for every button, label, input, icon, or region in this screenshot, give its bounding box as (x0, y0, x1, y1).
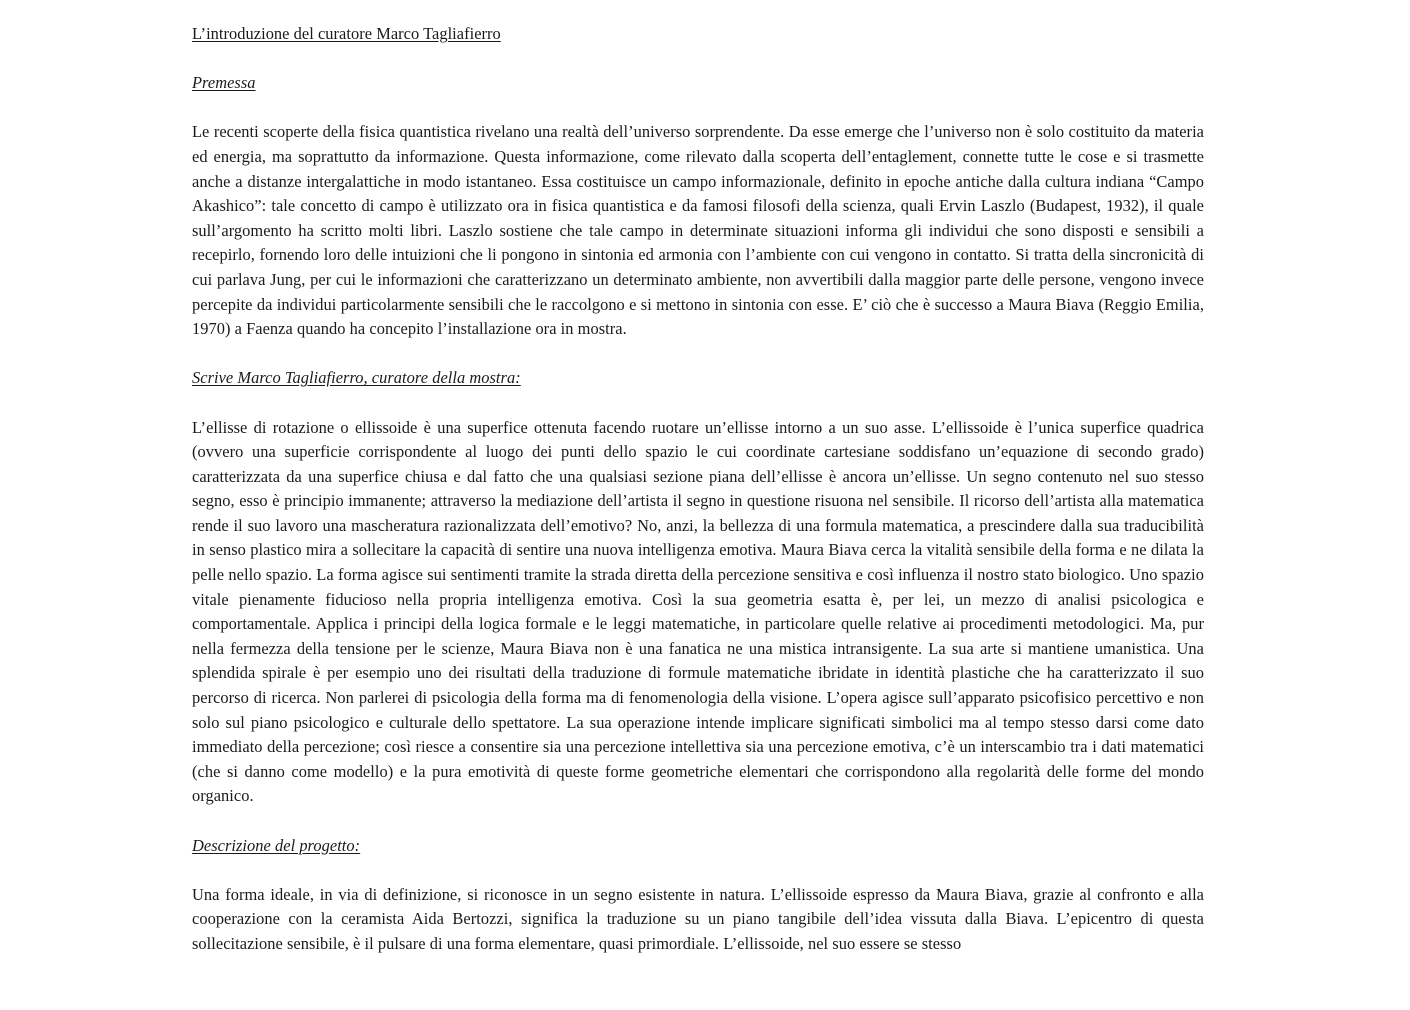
document-title: L’introduzione del curatore Marco Tagliafierro (192, 24, 501, 43)
section-body-premessa: Le recenti scoperte della fisica quantistica rivelano una realtà dell’universo sorprendente. Da esse emerge che l’universo non è solo costituito da materia ed energia, ma soprattutto da informazione. Questa informazione, come rilevato dalla scoperta dell’entaglement, connette tutte le cose e si trasmette anche a distanze intergalattiche in modo istantaneo. Essa costituisce un campo informazionale, definito in epoche antiche dalla cultura indiana “Campo Akashico”: tale concetto di campo è utilizzato ora in fisica quantistica e da famosi filosofi della scienza, quali Ervin Laszlo (Budapest, 1932), il quale sull’argomento ha scritto molti libri. Laszlo sostiene che tale campo in determinate situazioni informa gli individui che sono disposti e sensibili a recepirlo, fornendo loro delle intuizioni che li pongono in sintonia ed armonia con l’ambiente con cui vengono in contatto. Si tratta della sincronicità di cui parlava Jung, per cui le informazioni che caratterizzano un determinato ambiente, non avvertibili dalla maggior parte delle persone, vengono invece percepite da individui particolarmente sensibili che le raccolgono e si mettono in sintonia con esse. E’ ciò che è successo a Maura Biava (Reggio Emilia, 1970) a Faenza quando ha concepito l’installazione ora in mostra. (192, 122, 1204, 339)
document-page (192, 22, 1204, 981)
section-body-curator: L’ellisse di rotazione o ellissoide è una superfice ottenuta facendo ruotare un’ellisse intorno a un suo asse. L’ellissoide è l’unica superfice quadrica (ovvero una superficie corrispondente al luogo dei punti dello spazio le cui coordinate cartesiane soddisfano un’equazione di secondo grado) caratterizzata da una superfice chiusa e dal fatto che una qualsiasi sezione piana dell’ellisse è ancora un’ellisse. Un segno contenuto nel suo stesso segno, esso è principio immanente; attraverso la mediazione dell’artista il segno in questione risuona nel sensibile. Il ricorso dell’artista alla matematica rende il suo lavoro una mascheratura razionalizzata dell’emotivo? No, anzi, la bellezza di una formula matematica, a prescindere dalla sua traducibilità in senso plastico mira a sollecitare la capacità di sentire una nuova intelligenza emotiva. Maura Biava cerca la vitalità sensibile della forma e ne dilata la pelle nello spazio. La forma agisce sui sentimenti tramite la strada diretta della percezione sensitiva e così influenza il nostro stato biologico. Uno spazio vitale pienamente fiducioso nella propria intelligenza emotiva. Così la sua geometria esatta è, per lei, un mezzo di analisi psicologica e comportamentale. Applica i principi della logica formale e le leggi matematiche, in particolare quelle relative ai procedimenti metodologici. Ma, pur nella fermezza della tensione per le scienze, Maura Biava non è una fanatica ne una mistica intransigente. La sua arte si mantiene umanistica. Una splendida spirale è per esempio uno dei risultati della traduzione di formule matematiche ibridate in identità plastiche che ha caratterizzato il suo percorso di ricerca. Non parlerei di psicologia della forma ma di fenomenologia della visione. L’opera agisce sull’apparato psicofisico percettivo e non solo sul piano psicologico e culturale dello spettatore. La sua operazione intende implicare significati simbolici ma al tempo stesso darsi come dato immediato della percezione; così riesce a consentire sia una percezione intellettiva sia una percezione emotiva, c’è un interscambio tra i dati matematici (che si danno come modello) e la pura emotività di queste forme geometriche elementari che corrispondono alla regolarità delle forme del mondo organico. (192, 417, 1204, 806)
section-heading-project: Descrizione del progetto: (192, 835, 361, 855)
section-heading-premessa: Premessa (192, 73, 256, 93)
section-heading-curator: Scrive Marco Tagliafierro, curatore della mostra: (192, 368, 521, 388)
section-body-project: Una forma ideale, in via di definizione, si riconosce in un segno esistente in natura. L’ellissoide espresso da Maura Biava, grazie al confronto e alla cooperazione con la ceramista Aida Bertozzi, significa la traduzione su un piano tangibile dell’idea vissuta dalla Biava. L’epicentro di questa sollecitazione sensibile, è il pulsare di una forma elementare, quasi primordiale. L’ellissoide, nel suo essere se stesso (192, 884, 1204, 953)
